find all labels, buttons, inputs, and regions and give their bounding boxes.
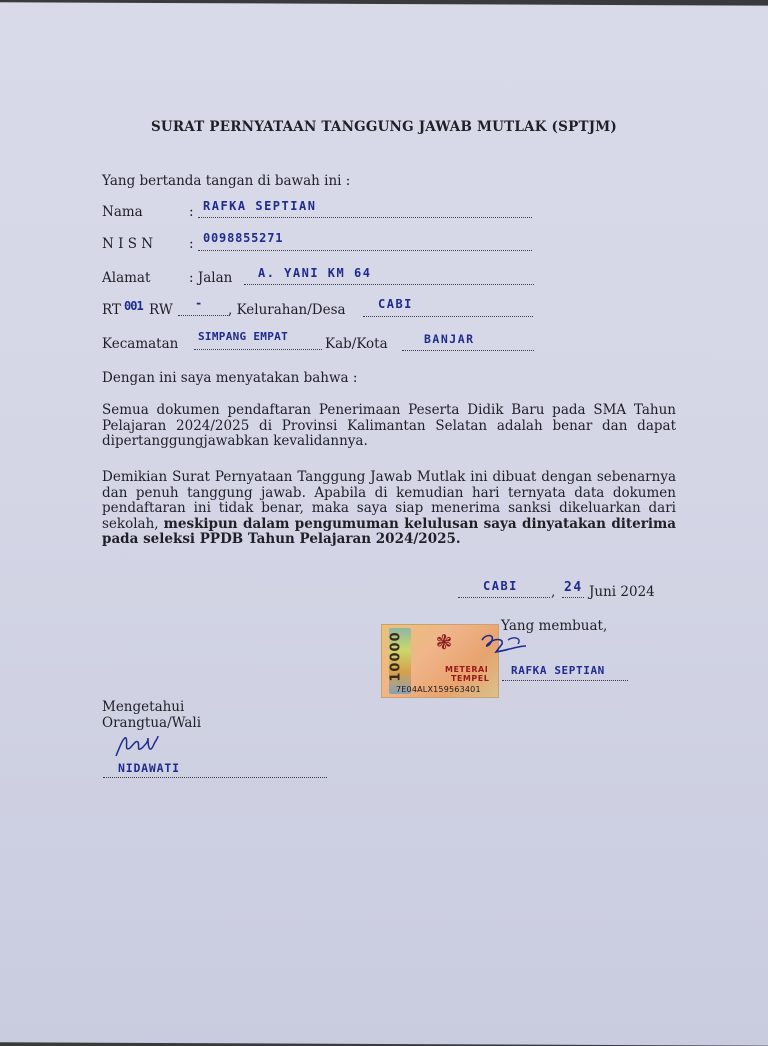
rt-value: 001 <box>124 299 143 313</box>
nama-label: Nama <box>102 204 143 220</box>
stamp-label-2: TEMPEL <box>451 674 490 683</box>
date-day: 24 <box>564 580 583 595</box>
nama-colon: : <box>189 204 194 220</box>
paragraph-2-bold: meskipun dalam pengumuman kelulusan saya dinyatakan diterima pada seleksi PPDB Tahun Pelajaran 2024/2025. <box>102 515 676 547</box>
date-place: CABI <box>483 579 518 593</box>
kab-label: Kab/Kota <box>325 336 388 352</box>
intro-text: Yang bertanda tangan di bawah ini : <box>102 173 351 189</box>
document-title: SURAT PERNYATAAN TANGGUNG JAWAB MUTLAK (SPTJM) <box>150 119 618 135</box>
rw-label: RW <box>149 302 173 318</box>
alamat-value: A. YANI KM 64 <box>258 266 372 280</box>
guardian-label-1: Mengetahui <box>102 699 185 715</box>
stamp-value: 10000 <box>388 631 404 682</box>
rw-dotted-line <box>178 315 230 316</box>
guardian-dotted-line <box>103 777 327 778</box>
date-comma: , <box>551 584 556 600</box>
kab-dotted-line <box>402 350 534 351</box>
kecamatan-label: Kecamatan <box>102 336 179 352</box>
stamp-serial: 7E04ALX159563401 <box>396 685 481 694</box>
nama-dotted-line <box>198 217 532 218</box>
stamp-label-1: METERAI <box>445 665 489 674</box>
nisn-colon: : <box>189 236 194 252</box>
nama-value: RAFKA SEPTIAN <box>203 199 317 213</box>
guardian-label-2: Orangtua/Wali <box>102 715 202 731</box>
signer-label: Yang membuat, <box>501 618 608 634</box>
garuda-emblem-icon: ❃ <box>435 630 453 654</box>
paragraph-1: Semua dokumen pendaftaran Penerimaan Peserta Didik Baru pada SMA Tahun Pelajaran 2024/2025 di Provinsi Kalimantan Selatan adalah benar dan dapat dipertanggungjawabkan kevalidannya. <box>102 402 676 449</box>
nisn-label: N I S N <box>102 236 154 252</box>
kecamatan-dotted-line <box>194 349 322 350</box>
nisn-dotted-line <box>198 250 532 251</box>
paragraph-2 <box>102 470 676 548</box>
signer-name: RAFKA SEPTIAN <box>511 664 605 677</box>
date-place-dotted-line <box>458 597 550 598</box>
nisn-value: 0098855271 <box>203 231 284 245</box>
guardian-signature <box>114 730 164 760</box>
signer-dotted-line <box>502 680 628 681</box>
kab-value: BANJAR <box>424 332 475 346</box>
rt-label: RT <box>102 302 121 318</box>
statement-intro: Dengan ini saya menyatakan bahwa : <box>102 370 358 386</box>
alamat-label: Alamat <box>102 270 151 286</box>
kelurahan-value: CABI <box>378 297 413 311</box>
alamat-prefix: : Jalan <box>189 270 233 286</box>
kecamatan-value: SIMPANG EMPAT <box>198 330 288 343</box>
kelurahan-dotted-line <box>363 316 533 317</box>
paragraph-2-normal: Demikian Surat Pernyataan Tanggung Jawab Mutlak ini dibuat dengan sebenarnya dan penuh tanggung jawab. Apabila di kemudian hari ternyata data dokumen pendaftaran ini tidak benar, maka saya siap menerima sanksi dikeluarkan dari sekolah, <box>102 469 676 532</box>
rw-value: - <box>195 296 204 310</box>
kelurahan-label: , Kelurahan/Desa <box>228 302 346 318</box>
date-month-year: Juni 2024 <box>589 584 655 600</box>
guardian-name: NIDAWATI <box>118 761 180 775</box>
alamat-dotted-line <box>244 284 534 285</box>
signer-signature <box>478 630 538 660</box>
date-day-dotted-line <box>562 597 584 598</box>
